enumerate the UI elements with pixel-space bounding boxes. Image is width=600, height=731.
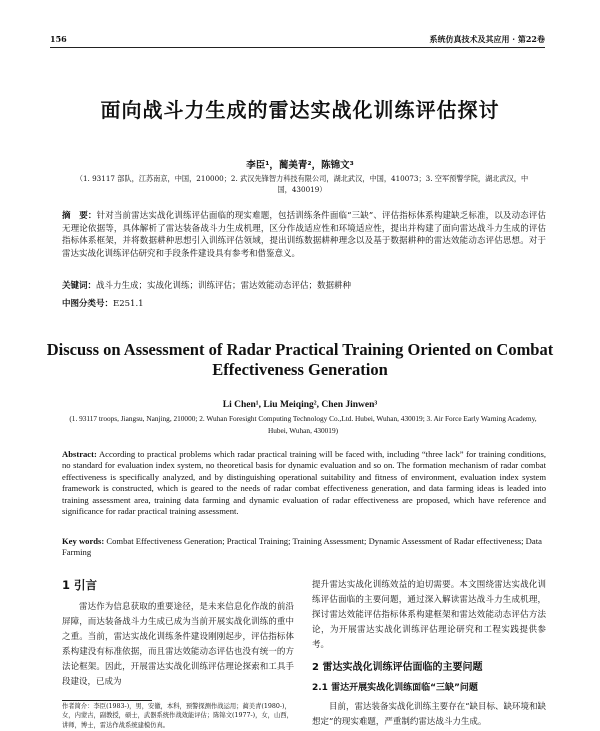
keywords-en-label: Key words: xyxy=(62,536,105,546)
keywords-en-text: Combat Effectiveness Generation; Practical Training; Training Assessment; Dynamic Assessment of Radar effectiveness; Data Farming xyxy=(62,536,542,558)
section-heading-introduction: 1 引言 xyxy=(62,578,98,592)
classification-code: E251.1 xyxy=(113,299,144,309)
subsection-heading-three-lacks: 2.1 雷达开展实战化训练面临“三缺”问题 xyxy=(312,683,478,693)
journal-name: 系统仿真技术及其应用 · 第22卷 xyxy=(429,34,545,44)
keywords-zh xyxy=(62,279,546,291)
introduction-continued: 提升雷达实战化训练效益的迫切需要。本文围绕雷达实战化训练评估面临的主要问题，通过深入解读雷达战斗力生成机理，探讨雷达效能评估指标体系构建框架和雷达效能动态评估方法论，为开展雷达实战化训练评估理论研究和工程实践提供参考。 xyxy=(312,580,546,650)
page-number: 156 xyxy=(50,34,67,44)
author-footnote: 作者简介：李臣(1983-)，男，安徽，本科，预警探测作战运用；蔺美青(1980-)，女，内蒙古，副教授，硕士，武器系统作战效能评估；陈锦文(1977-)，女，山西，讲师，博士，雷达作战系统建模仿真。 xyxy=(62,703,293,729)
keywords-zh-label: 关键词： xyxy=(62,281,97,291)
footnote-rule xyxy=(62,700,152,701)
body-column-left xyxy=(62,578,294,690)
classification-label: 中图分类号： xyxy=(62,299,114,309)
affiliation-zh: （1. 93117 部队，江苏南京，中国，210000；2. 武汉先锋智力科技有限公司，湖北武汉，中国，410073；3. 空军预警学院，湖北武汉，中国，430019） xyxy=(75,174,529,194)
introduction-paragraph: 雷达作为信息获取的重要途径，是未来信息化作战的前沿屏障，而达装备战斗力生成已成为当前开展实战化训练的重中之重。当前，雷达实战化训练条件建设刚刚起步，评估指标体系构建没有标准依据，而且雷达效能动态评估也没有统一的方法论框架。因此，开展雷达实战化训练评估理论探索和工具手段建设，已成为 xyxy=(62,602,294,687)
authors-zh: 李臣¹，蔺美青²，陈锦文³ xyxy=(246,160,354,171)
abstract-en-text: According to practical problems which radar practical training will be faced with, including “three lack” for training conditions, no standard for evaluation index system, no theoretical basis for dynamic evaluation and so on. The formation mechanism of radar combat effectiveness is specifically analyzed, and by distinguishing operational suitability and fitness of environment, evaluation index system framework is constructed, which is geared to the needs of radar combat effectiveness generation, and data farming ideas is leaded into training assessment area, training data farming and dynamic evaluation of radar effectiveness are proposed, which have reference and significance for radar practical training assessment. xyxy=(62,449,546,517)
authors-en: Li Chen¹, Liu Meiqing², Chen Jinwen³ xyxy=(222,400,378,410)
abstract-en-label: Abstract: xyxy=(62,449,97,459)
body-column-right xyxy=(312,578,546,730)
abstract-en xyxy=(62,449,546,517)
abstract-zh xyxy=(62,210,546,260)
three-lacks-paragraph: 目前，雷达装备实战化训练主要存在“缺目标、缺环境和缺想定”的现实难题，严重制约雷达战斗力生成。 xyxy=(312,702,546,727)
abstract-zh-label: 摘 要： xyxy=(62,211,97,221)
keywords-zh-text: 战斗力生成；实战化训练；训练评估；雷达效能动态评估；数据耕种 xyxy=(96,281,352,291)
keywords-en xyxy=(62,536,546,559)
classification-zh xyxy=(62,297,546,309)
running-header xyxy=(50,34,545,46)
header-rule xyxy=(50,47,545,48)
title-en: Discuss on Assessment of Radar Practical Training Oriented on Combat Effectiveness Generation xyxy=(46,340,554,379)
affiliation-en: (1. 93117 troops, Jiangsu, Nanjing, 210000; 2. Wuhan Foresight Computing Technology Co.,Ltd. Hubei, Wuhan, 430019; 3. Air Force Early Warning Academy, Hubei, Wuhan, 430019) xyxy=(69,414,537,435)
section-heading-main-problems: 2 雷达实战化训练评估面临的主要问题 xyxy=(312,662,483,673)
title-zh: 面向战斗力生成的雷达实战化训练评估探讨 xyxy=(100,98,500,122)
abstract-zh-text: 针对当前雷达实战化训练评估面临的现实难题，包括训练条件面临“三缺”、评估指标体系构建缺乏标准，以及动态评估无理论依据等，具体解析了雷达装备战斗力生成机理，区分作战适应性和环境适应性，提出并构建了面向雷达战斗力生成的评估指标体系框架，并将数据耕种思想引入训练评估领域，提出训练数据耕种理念以及基于数据耕种的雷达效能动态评估思想。对于雷达实战化训练评估研究和手段条件建设具有参考和借鉴意义。 xyxy=(62,211,546,259)
